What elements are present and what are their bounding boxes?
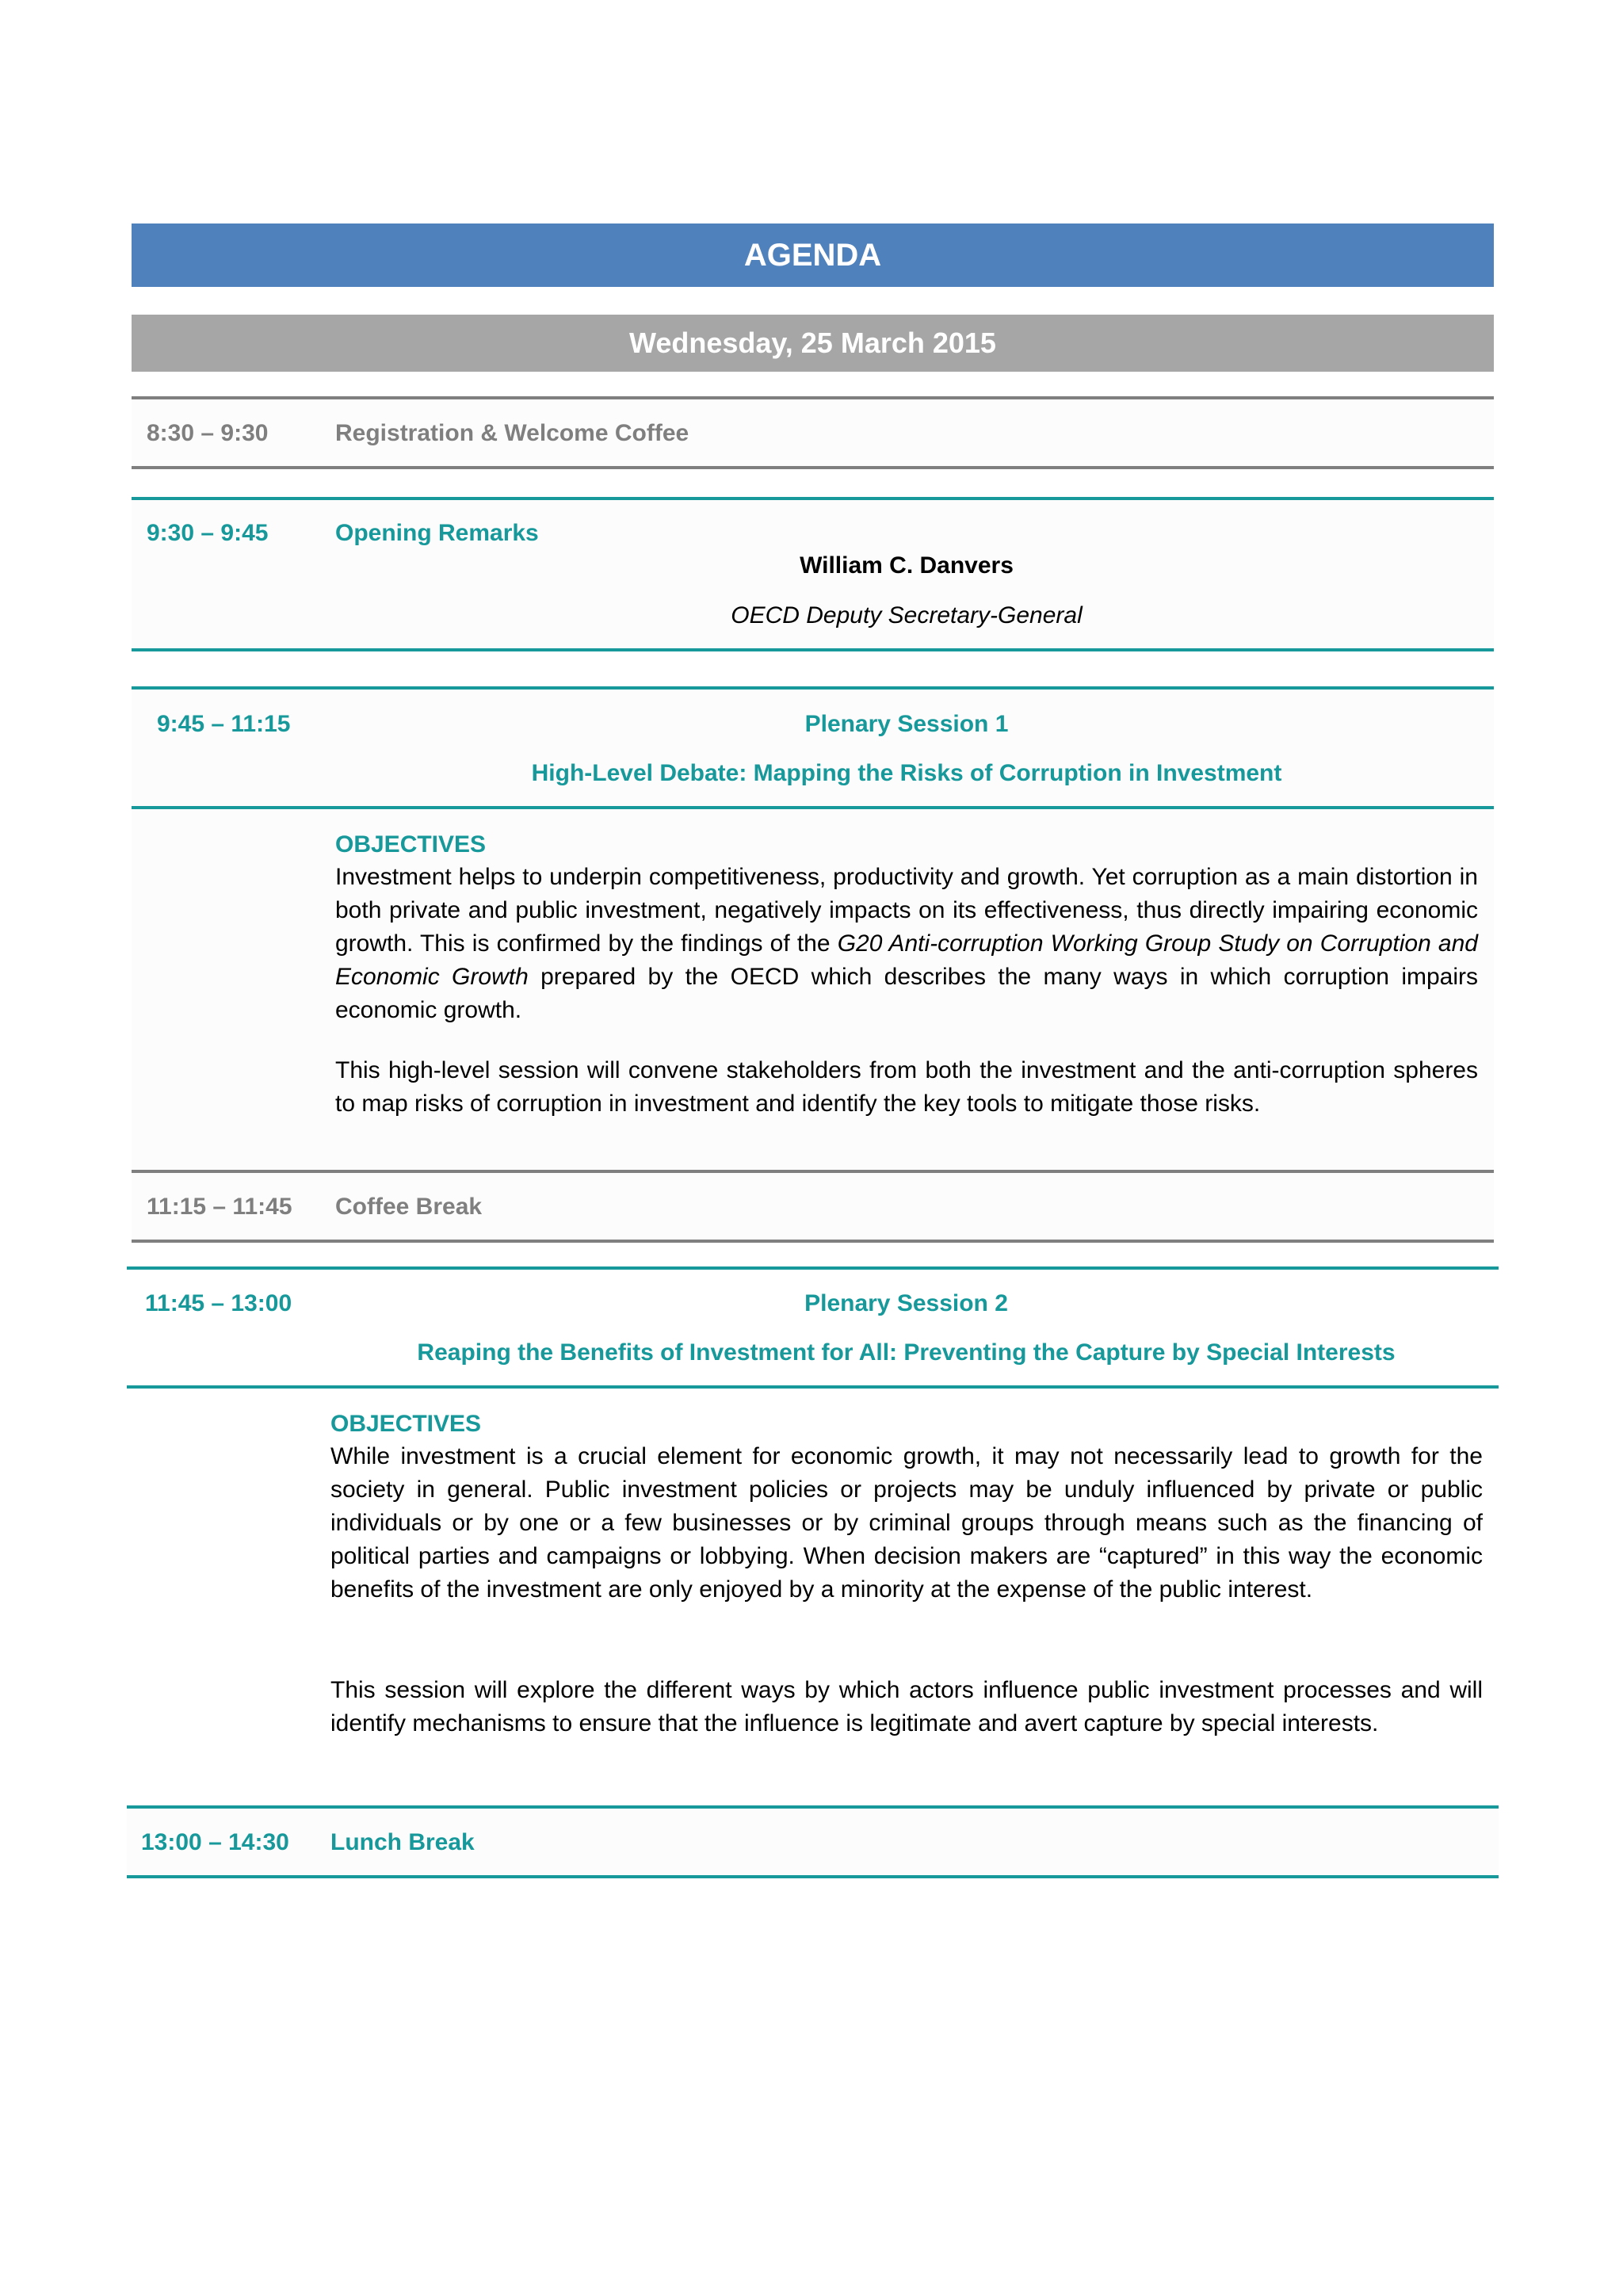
registration-time: 8:30 – 9:30 [147,420,269,446]
plenary1-description-paragraph: This high-level session will convene stakeholders from both the investment and the anti-corruption spheres to map risks of corruption in investment and identify the key tools to mitigate those risks. [335,1057,1478,1117]
speaker-name: William C. Danvers [800,552,1014,579]
divider [132,648,1494,651]
plenary2-objectives-label: OBJECTIVES [330,1411,482,1437]
divider [127,1875,1499,1878]
coffee-title: Coffee Break [335,1194,483,1220]
lunch-time: 13:00 – 14:30 [141,1829,289,1855]
plenary2-subtitle: Reaping the Benefits of Investment for All: Preventing the Capture by Special Interests [417,1339,1396,1366]
speaker-role: OECD Deputy Secretary-General [731,602,1083,628]
plenary2-objectives-paragraph: While investment is a crucial element for economic growth, it may not necessarily lead to growth for the society in general. Public investment policies or projects may be unduly influenced by private or public individuals or by one or a few businesses or by criminal groups through means such as the financing of political parties and campaigns or lobbying. When decision makers are “captured” in this way the economic benefits of the investment are only enjoyed by a minority at the expense of the public interest. [330,1443,1483,1603]
plenary1-title: Plenary Session 1 [804,711,1009,737]
registration-title: Registration & Welcome Coffee [335,420,689,446]
divider [132,806,1494,809]
agenda-date: Wednesday, 25 March 2015 [132,315,1494,372]
plenary1-objectives-label: OBJECTIVES [335,831,487,858]
opening-time: 9:30 – 9:45 [147,520,269,546]
divider [127,1385,1499,1389]
divider [127,1266,1499,1270]
agenda-title: AGENDA [132,223,1494,287]
lunch-title: Lunch Break [330,1829,475,1855]
plenary2-time: 11:45 – 13:00 [145,1290,292,1316]
divider [132,1240,1494,1243]
coffee-time: 11:15 – 11:45 [147,1194,292,1220]
plenary1-time: 9:45 – 11:15 [157,711,291,737]
opening-title: Opening Remarks [335,520,539,546]
divider [132,466,1494,469]
plenary1-subtitle: High-Level Debate: Mapping the Risks of Corruption in Investment [531,760,1282,786]
plenary1-objectives-paragraph: Investment helps to underpin competitiveness, productivity and growth. Yet corruption as a main distortion in both private and public investment, negatively impacts on its effectiveness, thus directly impairing economic growth. This is confirmed by the findings of the G20 Anti-corruption Working Group Study on Corruption and Economic Growth prepared by the OECD which describes the many ways in which corruption impairs economic growth. [335,864,1478,1023]
plenary2-description-paragraph: This session will explore the different ways by which actors influence public investment processes and will identify mechanisms to ensure that the influence is legitimate and avert capture by special interests. [330,1677,1483,1736]
plenary2-title: Plenary Session 2 [804,1290,1008,1316]
study-title: G20 Anti-corruption Working Group Study on Corruption and Economic Growth [335,930,1478,990]
